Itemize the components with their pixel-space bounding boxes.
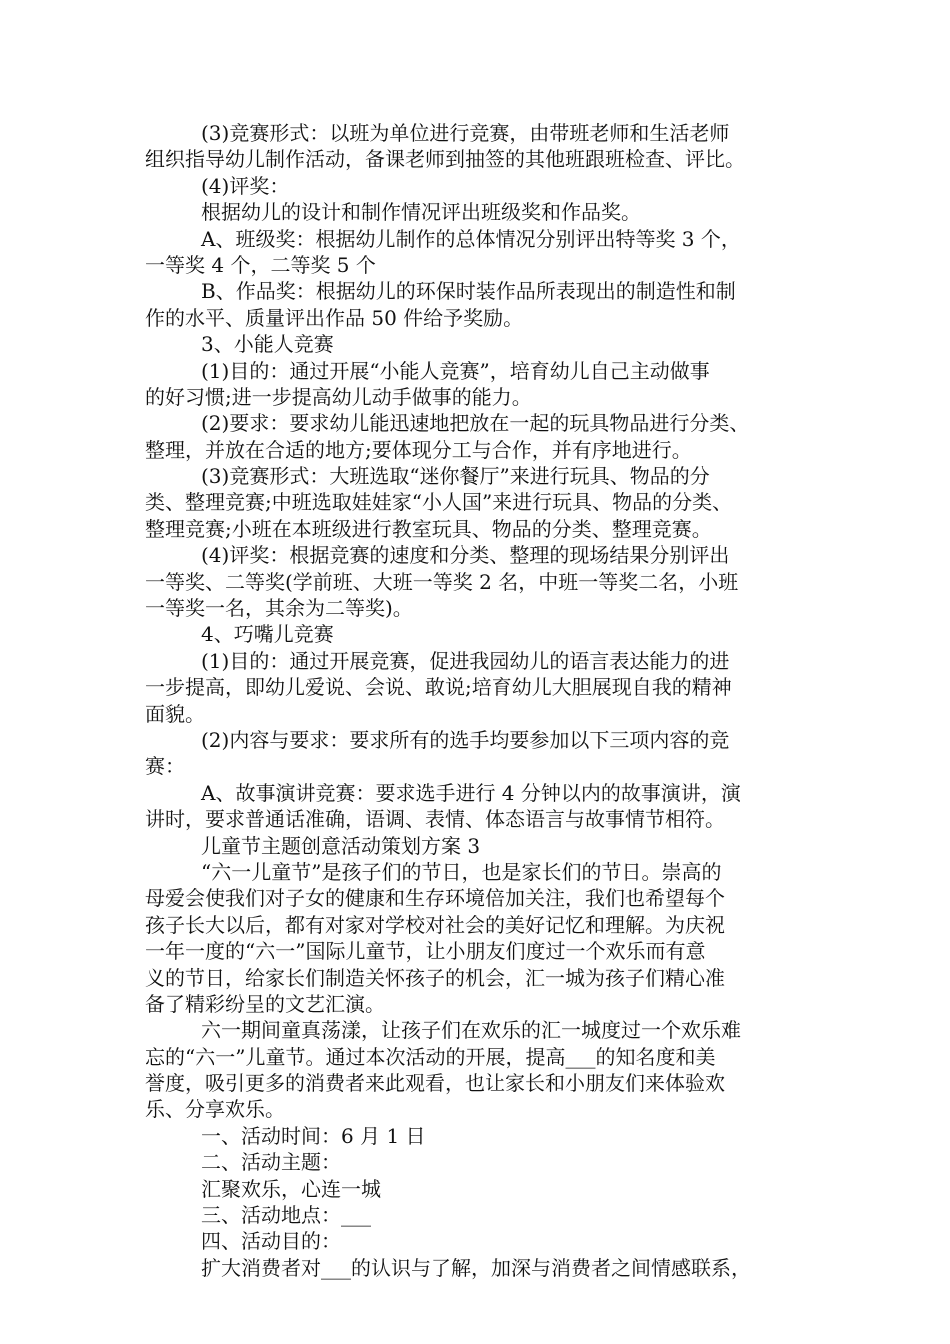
text-line: 四、活动目的： xyxy=(201,1229,341,1254)
text-line: 作的水平、质量评出作品 50 件给予奖励。 xyxy=(145,305,524,330)
document-page xyxy=(145,120,825,1281)
text-line: (3)竞赛形式：大班选取“迷你餐厅”来进行玩具、物品的分 xyxy=(201,464,710,489)
text-line: (1)目的：通过开展竞赛，促进我园幼儿的语言表达能力的进 xyxy=(201,648,730,673)
text-line: 整理，并放在合适的地方;要体现分工与合作，并有序地进行。 xyxy=(145,437,692,462)
text-line: (1)目的：通过开展“小能人竞赛”，培育幼儿自己主动做事 xyxy=(201,358,710,383)
text-line: 整理竞赛;小班在本班级进行教室玩具、物品的分类、整理竞赛。 xyxy=(145,516,712,541)
text-line: 一等奖一名，其余为二等奖)。 xyxy=(145,596,413,621)
text-line: 义的节日，给家长们制造关怀孩子的机会，汇一城为孩子们精心准 xyxy=(145,965,725,990)
text-line: 根据幼儿的设计和制作情况评出班级奖和作品奖。 xyxy=(201,200,641,225)
text-line: 誉度，吸引更多的消费者来此观看，也让家长和小朋友们来体验欢 xyxy=(145,1071,725,1096)
text-line: 忘的“六一”儿童节。通过本次活动的开展，提高___的知名度和美 xyxy=(145,1044,716,1069)
text-line: 二、活动主题： xyxy=(201,1150,341,1175)
text-line: 备了精彩纷呈的文艺汇演。 xyxy=(145,991,385,1016)
text-line: 六一期间童真荡漾，让孩子们在欢乐的汇一城度过一个欢乐难 xyxy=(201,1018,741,1043)
text-line: (3)竞赛形式：以班为单位进行竞赛，由带班老师和生活老师 xyxy=(201,121,730,145)
text-line: “六一儿童节”是孩子们的节日，也是家长们的节日。崇高的 xyxy=(201,859,722,884)
text-line: (4)评奖：根据竞赛的速度和分类、整理的现场结果分别评出 xyxy=(201,543,730,568)
text-line: 讲时，要求普通话准确，语调、表情、体态语言与故事情节相符。 xyxy=(145,807,725,832)
text-line: 乐、分享欢乐。 xyxy=(145,1097,285,1122)
text-line: 一等奖 4 个，二等奖 5 个 xyxy=(145,252,376,277)
text-line: 3、小能人竞赛 xyxy=(201,332,334,357)
text-line: 扩大消费者对___的认识与了解，加深与消费者之间情感联系， xyxy=(201,1255,751,1280)
text-line: (2)要求：要求幼儿能迅速地把放在一起的玩具物品进行分类、 xyxy=(201,411,750,436)
text-line: (2)内容与要求：要求所有的选手均要参加以下三项内容的竞 xyxy=(201,727,730,752)
text-line: (4)评奖： xyxy=(201,173,290,198)
text-line: 4、巧嘴儿竞赛 xyxy=(201,622,334,647)
text-line: 类、整理竞赛;中班选取娃娃家“小人国”来进行玩具、物品的分类、 xyxy=(145,490,733,515)
text-line: 面貌。 xyxy=(145,701,205,726)
text-line: A、班级奖：根据幼儿制作的总体情况分别评出特等奖 3 个， xyxy=(201,226,741,251)
text-line: 的好习惯;进一步提高幼儿动手做事的能力。 xyxy=(145,384,532,409)
text-line: 母爱会使我们对子女的健康和生存环境倍加关注，我们也希望每个 xyxy=(145,886,725,911)
text-line: 三、活动地点：___ xyxy=(201,1203,371,1228)
text-line: 一、活动时间：6 月 1 日 xyxy=(201,1123,426,1148)
text-line: 一年一度的“六一”国际儿童节，让小朋友们度过一个欢乐而有意 xyxy=(145,939,706,964)
text-line: 汇聚欢乐，心连一城 xyxy=(201,1176,381,1201)
text-line: 一步提高，即幼儿爱说、会说、敢说;培育幼儿大胆展现自我的精神 xyxy=(145,675,732,700)
text-line: 一等奖、二等奖(学前班、大班一等奖 2 名，中班一等奖二名，小班 xyxy=(145,569,739,594)
text-line: 赛： xyxy=(145,754,185,779)
text-line: 儿童节主题创意活动策划方案 3 xyxy=(201,833,481,858)
text-line: 组织指导幼儿制作活动，备课老师到抽签的其他班跟班检查、评比。 xyxy=(145,147,745,172)
text-line: B、作品奖：根据幼儿的环保时装作品所表现出的制造性和制 xyxy=(201,279,736,304)
text-line: 孩子长大以后，都有对家对学校对社会的美好记忆和理解。为庆祝 xyxy=(145,912,725,937)
text-line: A、故事演讲竞赛：要求选手进行 4 分钟以内的故事演讲，演 xyxy=(201,780,741,805)
